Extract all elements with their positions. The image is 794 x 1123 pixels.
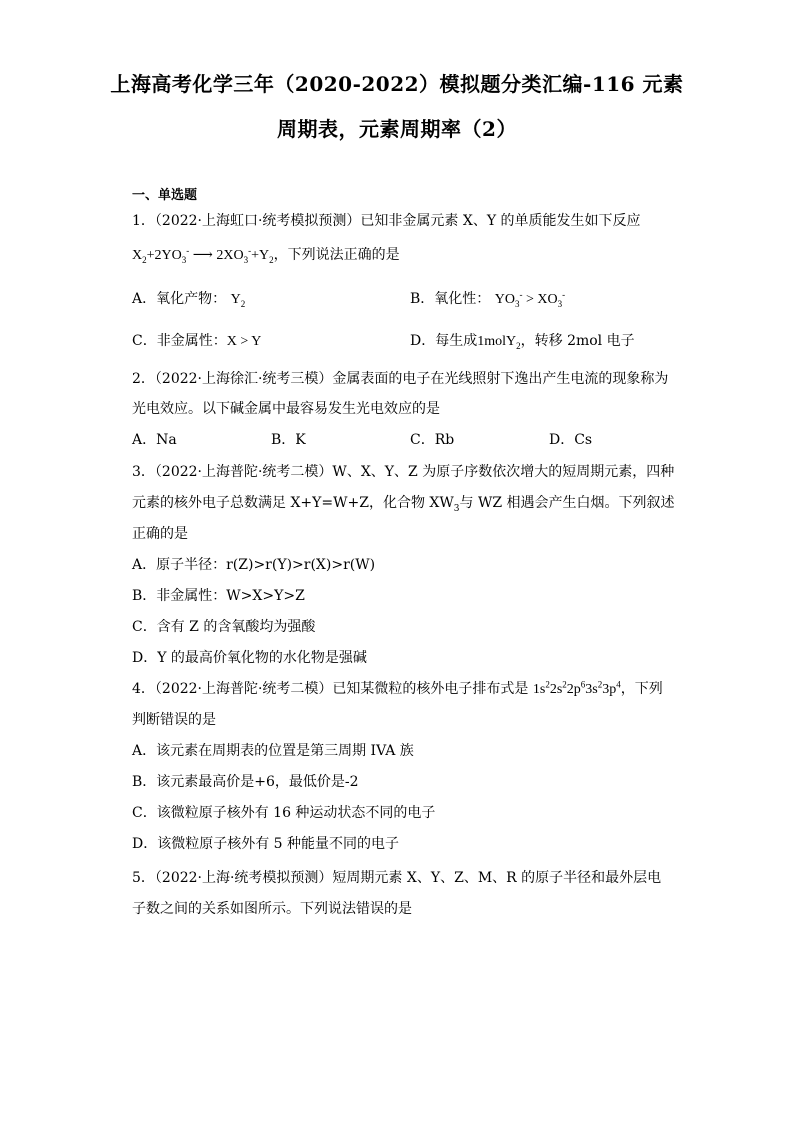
question-2-option-a: A．Na (132, 432, 177, 448)
question-4-line-1-text: 4．（2022·上海普陀·统考二模）已知某微粒的核外电子排布式是 (132, 681, 529, 697)
question-3-line-2a: 元素的核外电子总数满足 X+Y=W+Z，化合物 XW (132, 495, 454, 511)
question-4-line-1 (132, 679, 663, 700)
question-3-line-2: 元素的核外电子总数满足 X+Y=W+Z，化合物 $XW_3$与 WZ 相遇会产生白烟。下列叙述 (132, 495, 675, 514)
page-title-line-1: 上海高考化学三年（2020-2022）模拟题分类汇编-116 元素 (110, 72, 684, 96)
question-3-option-d: D．Y 的最高价氧化物的水化物是强碱 (132, 650, 367, 666)
option-d-tail: ，转移 2mol 电子 (520, 333, 635, 349)
question-1-option-a (132, 289, 245, 310)
section-heading: 一、单选题 (132, 188, 198, 203)
option-d-formula: 1molY$_2$ (477, 334, 521, 351)
page-title-line-2: 周期表，元素周期率（2） (277, 117, 517, 141)
question-5-line-2: 子数之间的关系如图所示。下列说法错误的是 (132, 901, 412, 917)
question-1-reaction (132, 246, 400, 266)
question-5-line-1: 5．（2022·上海·统考模拟预测）短周期元素 X、Y、Z、M、R 的原子半径和最外层电 (132, 870, 662, 886)
question-1-stem: 1．（2022·上海虹口·统考模拟预测）已知非金属元素 X、Y 的单质能发生如下反应 (132, 213, 641, 229)
question-4-option-d: D．该微粒原子核外有 5 种能量不同的电子 (132, 836, 400, 852)
question-2-line-1: 2．（2022·上海徐汇·统考三模）金属表面的电子在光线照射下逸出产生电流的现象称为 (132, 371, 669, 387)
question-3-line-2b: 与 WZ 相遇会产生白烟。下列叙述 (459, 495, 675, 511)
question-3-option-b: B．非金属性：W>X>Y>Z (132, 588, 305, 604)
question-4-line-1-tail: ，下列 (620, 681, 663, 697)
question-1-option-b (410, 289, 565, 310)
question-3-option-c: C．含有 Z 的含氧酸均为强酸 (132, 619, 316, 635)
question-3-option-a: A．原子半径：r(Z)>r(Y)>r(X)>r(W) (132, 557, 376, 573)
question-2-option-c: C．Rb (410, 432, 455, 448)
question-4-option-b: B．该元素最高价是+6，最低价是-2 (132, 774, 359, 790)
question-1-reaction-tail: ，下列说法正确的是 (273, 248, 400, 263)
option-c-label: C．非金属性： (132, 333, 227, 349)
question-1-option-c (132, 331, 261, 352)
question-2-option-d: D．Cs (549, 432, 593, 448)
option-c-value: X > Y (226, 334, 262, 349)
option-d-label: D．每生成 (410, 333, 478, 349)
question-4-option-a: A．该元素在周期表的位置是第三周期 IVA 族 (132, 743, 414, 759)
question-3-line-1: 3．（2022·上海普陀·统考二模）W、X、Y、Z 为原子序数依次增大的短周期元素，四种 (132, 464, 675, 480)
reaction-equation: $X_2+2YO_3^-$ ⟶ $2XO_3^-+Y_2$ (132, 245, 274, 265)
question-2-option-b: B．K (271, 432, 306, 448)
question-4-option-c: C．该微粒原子核外有 16 种运动状态不同的电子 (132, 805, 436, 821)
question-1-option-d (410, 331, 635, 352)
option-a-label: A．氧化产物： (132, 291, 227, 307)
electron-configuration: $1s^22s^22p^63s^23p^4$ (532, 679, 621, 697)
option-b-formula: $YO_3^- > XO_3^-$ (494, 289, 566, 309)
question-2-line-2: 光电效应。以下碱金属中最容易发生光电效应的是 (132, 401, 440, 417)
option-a-formula: $Y_2$ (230, 292, 246, 309)
question-3-line-3: 正确的是 (132, 526, 188, 542)
question-4-line-2: 判断错误的是 (132, 712, 216, 728)
option-b-label: B．氧化性： (410, 291, 491, 307)
